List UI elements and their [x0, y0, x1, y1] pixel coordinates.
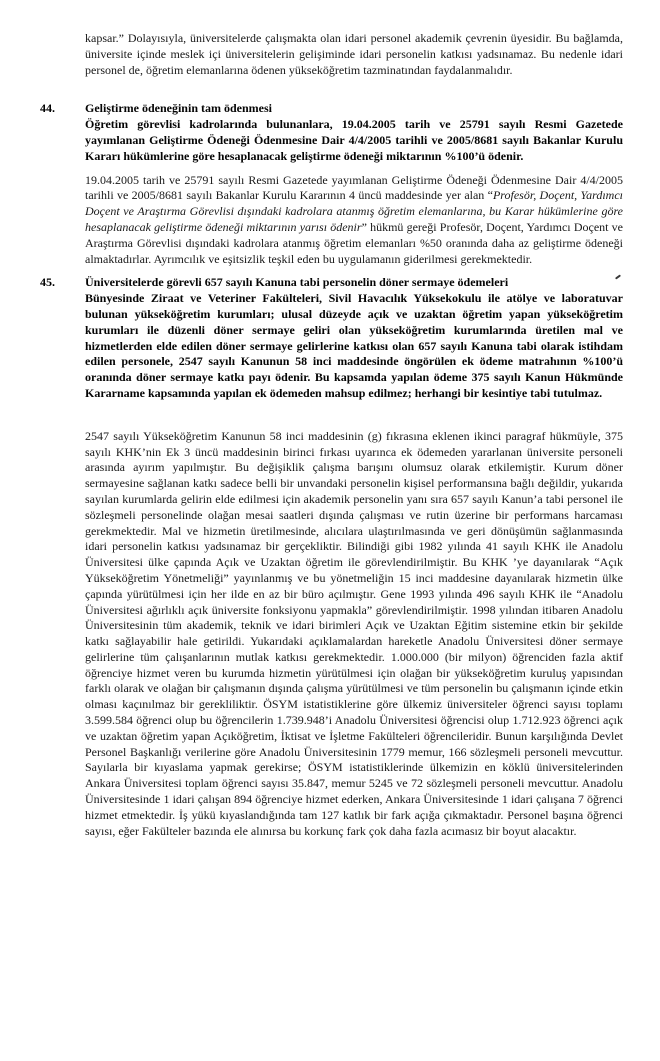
item-45-content	[85, 275, 623, 401]
item-45-body: 2547 sayılı Yükseköğretim Kanunun 58 inci maddesinin (g) fıkrasına eklenen ikinci paragraf hükmüyle, 375 sayılı KHK’nin Ek 3 üncü maddesinin birinci fırkası uyarınca ek ödemeden yararlanan üniversite personeli arasında ayırım yapılmıştır. Bu değişiklik çalışma barışını olumsuz olarak etkilemiştir. Kurum döner sermayesine sağlanan katkı sadece belli bir unvandaki personelin kişisel performansına bağlı değildir, yukarıda sayılan kurumlarda gelirin elde edilmesi için akademik personelin yanı sıra 657 sayılı Kanun’a tabi personel ile sözleşmeli personelinde olağan mesai saatleri dışında çalışması ve rutin üzerine bir performans harcaması gerekmektedir. Mal ve hizmetin üretilmesinde, alıcılara ulaştırılmasında ve geri dönüşümün sağlanmasında idari personelin katkısı yadsınamaz bir gerçekliktir. Bilindiği gibi 1982 yılında 41 sayılı KHK ile Anadolu Üniversitesi ülke çapında Açık ve Uzaktan öğretim ile görevlendirilmiştir. Bu KHK ’ye dayanılarak “Açık Yükseköğretim Yönetmeliği” yayınlanmış ve bu yönetmeliğin 15 inci maddesine dayanılarak hizmetin ülke çapında yürütülmesi için her ilde en az bir büro açılmıştır. Gene 1993 yılında 496 sayılı KHK ile “Anadolu Üniversitesi ağırlıklı açık üniversite fonksiyonu yapmakla” görevlendirilmiştir. 1998 yılından itibaren Anadolu Üniversitesinin tüm akademik, teknik ve idari birimleri Açık ve Uzaktan Eğitim sistemine etkin bir şekilde katkı sağlayabilir hale getirildi. Yukarıdaki açıklamalardan hareketle Anadolu Üniversitesi döner sermaye gelirlerine tüm çalışanlarının mutlak katkısı gerekmektedir. 1.000.000 (bir milyon) öğrenciden fazla aktif öğrenciye hizmet veren bu kurumda hizmetin yürütülmesi için olağan bir yükseköğretim kuruluş yapısından farklı olarak ve olağan bir çalışmanın dışında çalışma yürütülmesi ve tüm personelin bu çalışmanın içinde etkin olması kaçınılmaz bir gerekliliktir. ÖSYM istatistiklerine göre ülkemiz üniversiteler öğrenci sayısı toplamı 3.599.584 öğrenci olup bu öğrencilerin 1.739.948’i Anadolu Üniversitesi öğrencisi olup 1.712.923 öğrenci açık ve uzaktan öğretim yapan Açıköğretim, İktisat ve İşletme Fakülteleri öğrencileridir. Bunun karşılığında Devlet Personel Başkanlığı verilerine göre Anadolu Üniversitesinin 1779 memur, 166 sözleşmeli personeli mevcuttur. Sayılarla bir kıyaslama yapmak gerekirse; ÖSYM istatistiklerinde ülkemizin en köklü üniversitelerinden Ankara Üniversitesi toplam öğrenci sayısı 35.847, memur 5245 ve 72 sözleşmeli personeli mevcuttur. Anadolu Üniversitesinde 1 idari çalışan 894 öğrenciye hizmet ederken, Ankara Üniversitesinde 1 idari çalışana 7 öğrenci hizmet etmektedir. İş yükü kıyaslandığında tam 127 katlık bir fark açığa çıkmaktadır. Personel başına öğrenci sayısı, eğer Fakülteler bazında ele alınırsa bu korkunç fark çok daha fazla acımasız bir boyut alacaktır.	[85, 428, 623, 838]
item-45	[40, 275, 623, 401]
item-44-heading: Geliştirme ödeneğinin tam ödenmesi	[85, 101, 272, 116]
item-44-lead: Öğretim görevlisi kadrolarında bulunanlara, 19.04.2005 tarih ve 25791 sayılı Resmi Gazetede yayımlanan Geliştirme Ödeneği Ödenmesine Dair 4/4/2005 tarihli ve 2005/8681 sayılı Bakanlar Kurulu Kararı hükümlerine göre hesaplanacak geliştirme ödeneği miktarının %100’ü ödenir.	[85, 117, 623, 163]
item-45-number: 45.	[40, 275, 55, 290]
item-44-number: 44.	[40, 101, 55, 116]
intro-paragraph: kapsar.” Dolayısıyla, üniversitelerde çalışmakta olan idari personel akademik çevrenin üyesidir. Bu bağlamda, üniversite içinde meslek içi üniversitelerin gelişiminde idari personelin katkısı yadsınamaz. Bu nedenle idari personel de, öğretim elemanlarına ödenen yükseköğretim tazminatından faydalanmalıdır.	[85, 31, 623, 77]
item-44-body-post: ” hükmü gereği Profesör, Doçent, Yardımcı Doçent ve Araştırma Görevlisi dışındaki kadrolara atanmış öğretim elemanları %50 oranında daha az geliştirme ödeneği almaktadırlar. Ayrımcılık ve eşitsizlik teşkil eden bu uygulamanın giderilmesi gerekmektedir.	[85, 219, 623, 266]
item-45-heading: Üniversitelerde görevli 657 sayılı Kanuna tabi personelin döner sermaye ödemeleri	[85, 275, 509, 290]
item-44	[40, 101, 623, 164]
item-44-content	[85, 101, 623, 164]
item-44-body-quote: Profesör, Doçent, Yardımcı Doçent ve Araştırma Görevlisi dışındaki kadrolara atanmış öğretim elemanlarına, bu Karar hükümlerine göre hesaplanacak geliştirme ödeneği miktarının yarısı ödenir	[85, 188, 623, 234]
item-45-lead: Bünyesinde Ziraat ve Veteriner Fakülteleri, Sivil Havacılık Yüksekokulu ile atölye ve laboratuvar bulunan yükseköğretim kurumları; ulusal düzeyde açık ve uzaktan öğretim yapan yükseköğretim kurumları ile düzenli döner sermaye geliri olan yükseköğretim kurumlarında üretilen mal ve hizmetlerden elde edilen döner sermaye gelirlerine katkısı olan 657 sayılı Kanuna tabi olarak istihdam edilen personele, 2547 sayılı Kanunun 58 inci maddesinde öngörülen ek ödeme matrahının %100’ü oranında döner sermaye katkı payı ödenir. Bu kapsamda yapılan ödeme 375 sayılı Kanun Hükmünde Kararname kapsamında yapılan ek ödemeden mahsup edilmez; herhangi bir kesintiye tabi tutulmaz.	[85, 291, 623, 400]
item-44-body	[85, 173, 623, 268]
item-44-body-pre: 19.04.2005 tarih ve 25791 sayılı Resmi Gazetede yayımlanan Geliştirme Ödeneği Ödenmesine Dair 4/4/2005 tarihli ve 2005/8681 sayılı Bakanlar Kurulu Kararının 4 üncü maddesinde yer alan “	[85, 172, 623, 203]
